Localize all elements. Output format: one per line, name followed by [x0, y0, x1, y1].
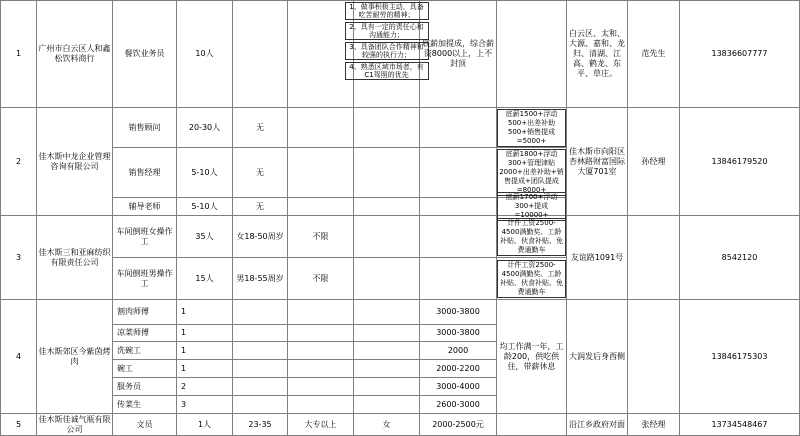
salary-box: 计件工资2500-4500满勤奖、工龄补贴、伙食补贴、免费通勤车 — [497, 218, 566, 256]
address: 沿江乡政府对面 — [567, 414, 628, 436]
salary-box: 底薪1500+浮动500+出差补助500+销售提成=5000+ — [497, 109, 566, 147]
address: 友谊路1091号 — [567, 216, 628, 300]
pay: 2000 — [420, 342, 497, 360]
phone: 13846179520 — [680, 108, 800, 216]
job-count: 15人 — [177, 258, 233, 300]
requirements-cell — [349, 0, 424, 108]
empty-cell — [354, 300, 420, 325]
empty-cell — [233, 360, 288, 378]
benefits: 均工作满一年，工龄200，供吃供住，带薪休息 — [497, 300, 567, 414]
empty-cell — [628, 216, 680, 300]
company-name: 佳木斯佳诚气瓶有限公司 — [37, 414, 113, 436]
job-title: 割肉师傅 — [113, 300, 177, 325]
address: 白云区、太和、大源、嘉和、龙归、清湖、江高、鹤龙、东平、草庄。 — [567, 0, 628, 108]
empty-cell — [420, 108, 497, 148]
empty-cell — [288, 148, 354, 198]
phone: 13846175303 — [680, 300, 800, 414]
empty-cell — [354, 216, 420, 258]
job-count: 1 — [177, 300, 233, 325]
job-title: 服务员 — [113, 378, 177, 396]
job-title: 碗工 — [113, 360, 177, 378]
job-count: 10人 — [177, 0, 233, 108]
requirement-item: 2、具有一定的责任心和沟通能力； — [345, 22, 429, 40]
empty-cell — [497, 414, 567, 436]
empty-cell — [288, 325, 354, 342]
phone: 13836607777 — [680, 0, 800, 108]
job-title: 销售经理 — [113, 148, 177, 198]
empty-cell — [354, 396, 420, 414]
empty-cell — [354, 108, 420, 148]
experience: 无 — [233, 148, 288, 198]
contact: 张经理 — [628, 414, 680, 436]
company-name: 佳木斯中龙企业管理咨询有限公司 — [37, 108, 113, 216]
age-requirement: 男18-55周岁 — [233, 258, 288, 300]
experience: 无 — [233, 198, 288, 216]
age-requirement: 女18-50周岁 — [233, 216, 288, 258]
job-count: 5-10人 — [177, 148, 233, 198]
empty-cell — [288, 108, 354, 148]
empty-cell — [233, 378, 288, 396]
job-title: 文员 — [113, 414, 177, 436]
empty-cell — [354, 198, 420, 216]
pay: 2000-2200 — [420, 360, 497, 378]
empty-cell — [628, 300, 680, 414]
row-number: 1 — [0, 0, 37, 108]
empty-cell — [288, 360, 354, 378]
contact: 范先生 — [628, 0, 680, 108]
empty-cell — [420, 198, 497, 216]
empty-cell — [233, 0, 288, 108]
empty-cell — [354, 378, 420, 396]
empty-cell — [288, 342, 354, 360]
job-title: 销售顾问 — [113, 108, 177, 148]
experience: 无 — [233, 108, 288, 148]
salary-box: 底薪1800+浮动300+管理津贴2000+出差补助+销售提成+团队提成=8000+ — [497, 149, 566, 196]
empty-cell — [420, 148, 497, 198]
row-number: 4 — [0, 300, 37, 414]
education: 大专以上 — [288, 414, 354, 436]
empty-cell — [288, 378, 354, 396]
contact: 孙经理 — [628, 108, 680, 216]
job-count: 35人 — [177, 216, 233, 258]
pay: 3000-3800 — [420, 300, 497, 325]
pay: 2600-3000 — [420, 396, 497, 414]
empty-cell — [420, 258, 497, 300]
salary-cell — [497, 108, 567, 148]
address: 佳木斯市向阳区杏林路财富国际大厦701室 — [567, 108, 628, 216]
job-title: 辅导老师 — [113, 198, 177, 216]
salary-cell — [497, 193, 567, 219]
salary-text: 2000-2500元 — [420, 414, 497, 436]
requirement-item: 4、熟悉区域市场者，有C1驾照的优先 — [345, 62, 429, 80]
age-requirement: 23-35 — [233, 414, 288, 436]
job-count: 20-30人 — [177, 108, 233, 148]
job-title: 车间倒班男操作工 — [113, 258, 177, 300]
salary-box: 计件工资2500-4500满勤奖、工龄补贴、伙食补贴、免费通勤车 — [497, 260, 566, 298]
job-title: 传菜生 — [113, 396, 177, 414]
empty-cell — [233, 342, 288, 360]
company-name: 佳木斯三和亚麻纺织有限责任公司 — [37, 216, 113, 300]
row-number: 2 — [0, 108, 37, 216]
empty-cell — [233, 300, 288, 325]
empty-cell — [233, 396, 288, 414]
address: 大润发后身西侧 — [567, 300, 628, 414]
row-number: 3 — [0, 216, 37, 300]
job-count: 1人 — [177, 414, 233, 436]
empty-cell — [420, 216, 497, 258]
salary-box: 底薪1700+浮动300+提成=10000+ — [497, 192, 566, 221]
pay: 3000-4000 — [420, 378, 497, 396]
job-count: 2 — [177, 378, 233, 396]
job-title: 凉菜师傅 — [113, 325, 177, 342]
empty-cell — [233, 325, 288, 342]
job-count: 1 — [177, 325, 233, 342]
salary-text: 底薪加提成，综合薪资8000以上，上不封顶 — [420, 0, 497, 108]
empty-cell — [497, 0, 567, 108]
phone: 8542120 — [680, 216, 800, 300]
empty-cell — [288, 396, 354, 414]
empty-cell — [354, 325, 420, 342]
job-count: 1 — [177, 342, 233, 360]
empty-cell — [288, 300, 354, 325]
job-count: 1 — [177, 360, 233, 378]
education: 不限 — [288, 258, 354, 300]
requirement-item: 1、做事积极主动，具备吃苦耐劳的精神； — [345, 2, 429, 20]
empty-cell — [354, 258, 420, 300]
job-title: 餐饮业务员 — [113, 0, 177, 108]
empty-cell — [354, 342, 420, 360]
job-count: 3 — [177, 396, 233, 414]
empty-cell — [354, 148, 420, 198]
company-name: 广州市白云区人和鑫松饮料商行 — [37, 0, 113, 108]
salary-cell — [497, 258, 567, 300]
phone: 13734548467 — [680, 414, 800, 436]
salary-cell — [497, 216, 567, 258]
job-count: 5-10人 — [177, 198, 233, 216]
requirement-item: 3、具备团队合作精神和较强的执行力； — [345, 42, 429, 60]
company-name: 佳木斯郊区今紫茵烤肉 — [37, 300, 113, 414]
salary-cell — [497, 148, 567, 198]
row-number: 5 — [0, 414, 37, 436]
gender: 女 — [354, 414, 420, 436]
education: 不限 — [288, 216, 354, 258]
job-title: 车间倒班女操作工 — [113, 216, 177, 258]
empty-cell — [354, 360, 420, 378]
empty-cell — [288, 198, 354, 216]
pay: 3000-3800 — [420, 325, 497, 342]
job-title: 洗碗工 — [113, 342, 177, 360]
